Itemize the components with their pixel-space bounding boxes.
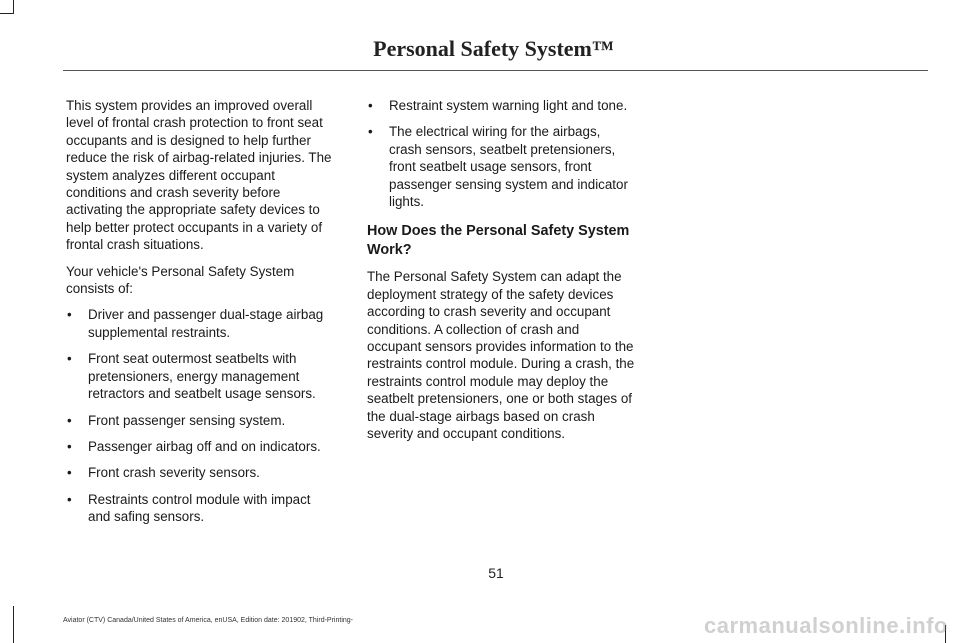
list-item: • Front passenger sensing system. — [67, 412, 286, 428]
bullet-icon: • — [368, 124, 373, 140]
left-column — [66, 97, 336, 535]
watermark-logo: carmanualsonline.info — [704, 613, 948, 638]
bullet-icon: • — [67, 351, 72, 367]
consists-paragraph: Your vehicle's Personal Safety System consists of: — [66, 263, 295, 297]
list-item: • Restraints control module with impact and safing sensors. — [67, 491, 311, 525]
edition-footer: Aviator (CTV) Canada/United States of America, enUSA, Edition date: 201902, Third-Printing- — [63, 617, 354, 624]
crop-mark-bottom-left-v — [13, 606, 14, 643]
list-item: • Driver and passenger dual-stage airbag supplemental restraints. — [67, 307, 324, 340]
bullet-icon: • — [67, 412, 72, 428]
crop-mark-top-left-h — [0, 13, 14, 14]
page-title: Personal Safety System™ — [373, 36, 614, 61]
header-divider — [63, 70, 928, 71]
list-item: • Front crash severity sensors. — [67, 465, 260, 481]
page-number: 51 — [488, 565, 504, 581]
right-column — [367, 97, 635, 452]
components-list-continued — [367, 97, 635, 210]
list-item: • Restraint system warning light and tone. — [368, 98, 628, 113]
bullet-icon: • — [67, 307, 72, 323]
bullet-icon: • — [67, 438, 72, 454]
bullet-icon: • — [67, 465, 72, 481]
list-item: • Passenger airbag off and on indicators. — [67, 438, 321, 454]
crop-mark-top-left-v — [13, 0, 14, 14]
components-list — [66, 306, 336, 525]
intro-paragraph: This system provides an improved overall level of frontal crash protection to front seat occupants and is designed to help further reduce the risk of airbag-related injuries. The system analyzes different occupant conditions and crash severity before activating the appropriate safety devices to help better protect occupants in a variety of frontal crash situations. — [66, 98, 332, 253]
list-item: • The electrical wiring for the airbags, crash sensors, seatbelt pretensioners, front seatbelt usage sensors, front passenger sensing system and indicator lights. — [368, 124, 628, 210]
bullet-icon: • — [67, 491, 72, 507]
section-heading: How Does the Personal Safety System Work? — [367, 223, 630, 258]
list-item: • Front seat outermost seatbelts with pretensioners, energy management retractors and seatbelt usage sensors. — [67, 351, 316, 402]
bullet-icon: • — [368, 98, 373, 113]
section-body: The Personal Safety System can adapt the deployment strategy of the safety devices according to crash severity and occupant conditions. A collection of crash and occupant sensors provides information to the restraints control module. During a crash, the restraints control module may deploy the seatbelt pretensioners, one or both stages of the dual-stage airbags based on crash severity and occupant conditions. — [367, 269, 635, 442]
